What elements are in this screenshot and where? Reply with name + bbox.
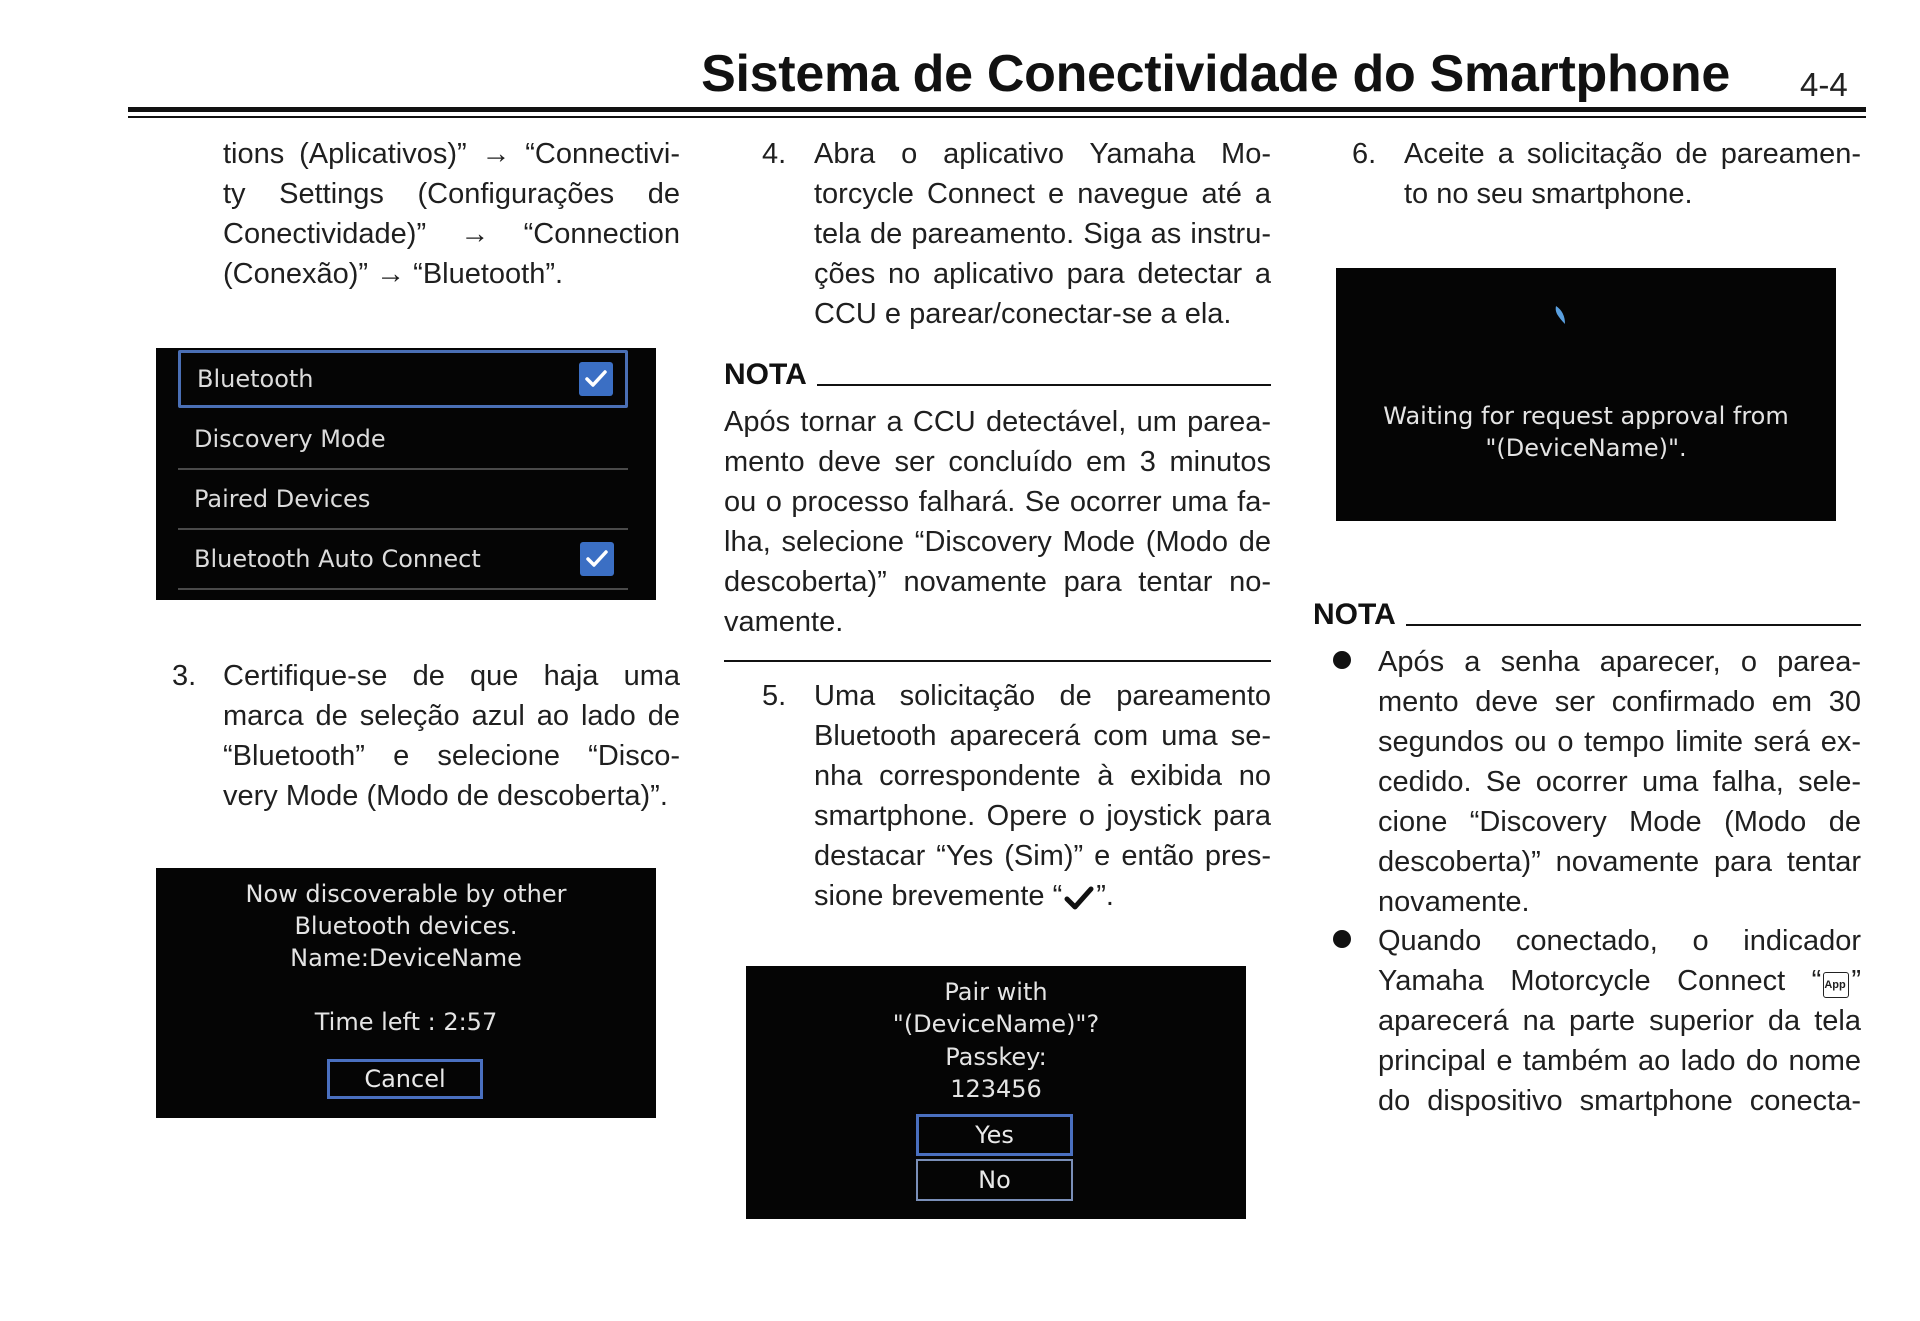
step4-text xyxy=(814,134,1271,334)
bluetooth-settings-screen xyxy=(156,348,656,600)
text-line xyxy=(814,876,1271,922)
text-line: aparecerá na parte superior da tela xyxy=(1378,1005,1861,1037)
bullet-icon xyxy=(1333,930,1351,948)
text-line: principal e também ao lado do nome xyxy=(1378,1045,1861,1077)
bluetooth-auto-connect-row[interactable] xyxy=(178,530,628,588)
waiting-device-name: "(DeviceName)". xyxy=(1485,434,1687,462)
nota-bullet-2 xyxy=(1378,921,1861,1121)
text-line: “Bluetooth” e selecione “Disco- xyxy=(223,740,680,772)
paired-devices-label: Paired Devices xyxy=(194,485,371,513)
nota-text xyxy=(724,402,1271,642)
text-line xyxy=(1378,961,1861,1001)
page-number: 4-4 xyxy=(1800,66,1848,103)
divider xyxy=(178,588,628,590)
step-number: 4. xyxy=(762,138,787,170)
text-fragment: sione brevemente “ xyxy=(814,880,1063,912)
discovery-mode-label: Discovery Mode xyxy=(194,425,386,453)
text-line: do dispositivo smartphone conecta- xyxy=(1378,1085,1861,1117)
auto-connect-checkbox[interactable] xyxy=(580,542,614,576)
text-line: novamente. xyxy=(1378,886,1530,918)
bluetooth-auto-connect-label: Bluetooth Auto Connect xyxy=(194,545,481,573)
text-fragment: ” xyxy=(1851,965,1861,997)
passkey-value: 123456 xyxy=(950,1075,1042,1103)
pair-line: Pair with xyxy=(944,978,1048,1006)
nota-label: NOTA xyxy=(1313,598,1396,631)
waiting-line: Waiting for request approval from xyxy=(1383,402,1789,430)
text-line: very Mode (Modo de descoberta)”. xyxy=(223,780,668,812)
text-line: Após a senha aparecer, o parea- xyxy=(1378,646,1861,678)
pair-request-screen xyxy=(746,966,1246,1219)
waiting-approval-screen xyxy=(1336,268,1836,521)
nota-heading xyxy=(724,358,1271,392)
text-line: to no seu smartphone. xyxy=(1404,178,1693,210)
text-line: vamente. xyxy=(724,606,844,638)
col1-continuation xyxy=(223,134,680,294)
text-line: Bluetooth aparecerá com uma se- xyxy=(814,720,1271,752)
bluetooth-row[interactable] xyxy=(178,350,628,408)
text-line: lha, selecione “Discovery Mode (Modo de xyxy=(724,526,1271,558)
page-title: Sistema de Conectividade do Smartphone xyxy=(701,45,1730,103)
text-line: tions (Aplicativos)” → “Connectivi- xyxy=(223,138,680,170)
bluetooth-checkbox[interactable] xyxy=(579,362,613,396)
app-indicator-icon: App xyxy=(1823,972,1849,998)
pair-device-name: "(DeviceName)"? xyxy=(892,1010,1100,1038)
bluetooth-label: Bluetooth xyxy=(197,365,314,393)
nota-rule xyxy=(1406,623,1861,626)
nota-heading xyxy=(1313,598,1861,632)
step-number: 5. xyxy=(762,680,787,712)
text-line: smartphone. Opere o joystick para xyxy=(814,800,1271,832)
device-name-text: Name:DeviceName xyxy=(290,944,522,972)
yes-button[interactable]: Yes xyxy=(916,1114,1073,1156)
header-rule-thin xyxy=(128,116,1866,118)
text-line: marca de seleção azul ao lado de xyxy=(223,700,680,732)
step-number: 3. xyxy=(172,660,197,692)
loading-spinner-icon xyxy=(1551,302,1571,332)
text-line: torcycle Connect e navegue até a xyxy=(814,178,1271,210)
nota-end-rule xyxy=(724,660,1271,662)
text-line: Conectividade)” → “Connection xyxy=(223,218,680,250)
paired-devices-row[interactable] xyxy=(178,470,628,528)
text-line: destacar “Yes (Sim)” e então pres- xyxy=(814,840,1271,872)
step-number: 6. xyxy=(1352,138,1377,170)
step3-text xyxy=(223,656,680,816)
text-line: CCU e parear/conectar-se a ela. xyxy=(814,298,1232,330)
passkey-label: Passkey: xyxy=(945,1043,1047,1071)
checkmark-icon xyxy=(1064,882,1094,922)
header-rule xyxy=(128,107,1866,112)
discoverable-screen xyxy=(156,868,656,1118)
text-line: Uma solicitação de pareamento xyxy=(814,680,1271,712)
discovery-mode-row[interactable] xyxy=(178,410,628,468)
bullet-icon xyxy=(1333,651,1351,669)
text-line: descoberta)” novamente para tentar no- xyxy=(724,566,1271,598)
nota-label: NOTA xyxy=(724,358,807,391)
text-fragment: ”. xyxy=(1096,880,1114,912)
discoverable-line: Now discoverable by other xyxy=(245,880,567,908)
nota-rule xyxy=(817,383,1271,386)
text-line: mento deve ser confirmado em 30 xyxy=(1378,686,1861,718)
nota-bullet-1 xyxy=(1378,642,1861,922)
text-fragment: Yamaha Motorcycle Connect “ xyxy=(1378,965,1822,997)
text-line: ou o processo falhará. Se ocorrer uma fa- xyxy=(724,486,1271,518)
cancel-button[interactable]: Cancel xyxy=(327,1059,483,1099)
text-line: cione “Discovery Mode (Modo de xyxy=(1378,806,1861,838)
text-line: nha correspondente à exibida no xyxy=(814,760,1271,792)
text-line: Aceite a solicitação de pareamen- xyxy=(1404,138,1861,170)
text-line: ções no aplicativo para detectar a xyxy=(814,258,1271,290)
text-line: tela de pareamento. Siga as instru- xyxy=(814,218,1271,250)
no-button[interactable]: No xyxy=(916,1159,1073,1201)
time-left-text: Time left : 2:57 xyxy=(314,1008,498,1036)
step5-text xyxy=(814,676,1271,922)
text-line: cedido. Se ocorrer uma falha, sele- xyxy=(1378,766,1861,798)
text-line: Abra o aplicativo Yamaha Mo- xyxy=(814,138,1271,170)
step6-text xyxy=(1404,134,1861,214)
text-line: ty Settings (Configurações de xyxy=(223,178,680,210)
text-line: mento deve ser concluído em 3 minutos xyxy=(724,446,1271,478)
text-line: Quando conectado, o indicador xyxy=(1378,925,1861,957)
text-line: Certifique-se de que haja uma xyxy=(223,660,680,692)
text-line: segundos ou o tempo limite será ex- xyxy=(1378,726,1861,758)
text-line: (Conexão)” → “Bluetooth”. xyxy=(223,258,564,290)
text-line: descoberta)” novamente para tentar xyxy=(1378,846,1861,878)
discoverable-line: Bluetooth devices. xyxy=(294,912,518,940)
text-line: Após tornar a CCU detectável, um parea- xyxy=(724,406,1271,438)
